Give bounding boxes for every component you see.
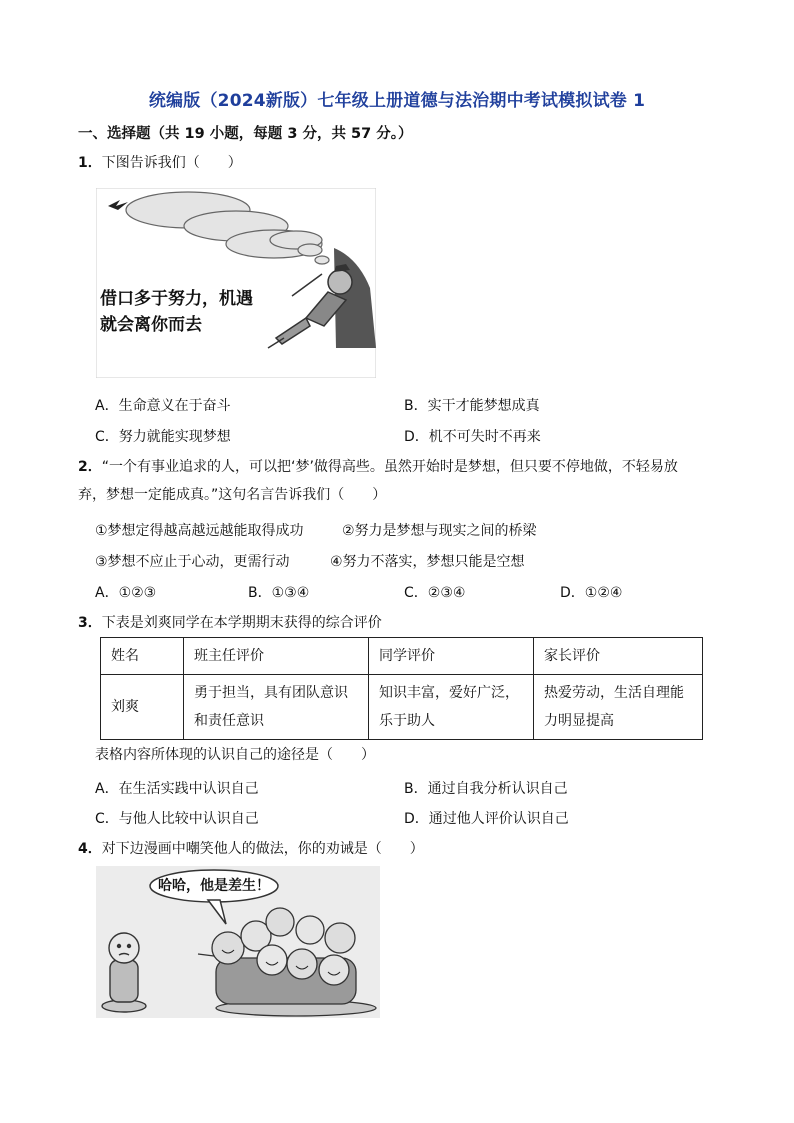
q3-option-a[interactable]: A．在生活实践中认识自己 [95,781,259,797]
q3-option-d[interactable]: D．通过他人评价认识自己 [404,811,569,827]
cartoon-caption-line1: 借口多于努力，机遇 [100,289,253,309]
q2-statement-1: ①梦想定得越高越远越能取得成功 [95,523,304,539]
table-header-cell: 姓名 [101,638,184,675]
question-text-line1: “一个有事业追求的人，可以把‘梦’做得高些。虽然开始时是梦想，但只要不停地做，不轻易放 [101,459,678,475]
question-3-followup: 表格内容所体现的认识自己的途径是（ ） [95,747,375,763]
table-header-cell: 同学评价 [369,638,534,675]
table-cell: 知识丰富，爱好广泛，乐于助人 [369,675,534,740]
question-text: 对下边漫画中嘲笑他人的做法，你的劝诫是（ ） [101,841,424,857]
cartoon-excuses-image [96,188,376,378]
q3-option-b[interactable]: B．通过自我分析认识自己 [404,781,568,797]
question-number: 1． [78,155,102,171]
question-1-stem [78,152,242,174]
section-heading: 一、选择题（共 19 小题，每题 3 分，共 57 分。） [78,126,413,142]
q2-option-b[interactable]: B．①③④ [248,585,310,601]
table-header-row [101,638,703,675]
question-number: 2． [78,459,102,475]
q2-option-a[interactable]: A．①②③ [95,585,157,601]
question-number: 4． [78,841,102,857]
q2-option-c[interactable]: C．②③④ [404,585,466,601]
question-2-stem [78,456,718,478]
q1-option-b[interactable]: B．实干才能梦想成真 [404,398,540,414]
question-2-stem-cont: 弃，梦想一定能成真。”这句名言告诉我们（ ） [78,487,387,503]
q2-statement-4: ④努力不落实，梦想只能是空想 [330,554,525,570]
table-header-cell: 家长评价 [534,638,703,675]
table-cell: 勇于担当，具有团队意识和责任意识 [184,675,369,740]
question-text: 下图告诉我们（ ） [101,155,242,171]
page-title: 统编版（2024新版）七年级上册道德与法治期中考试模拟试卷 1 [148,91,646,111]
question-3-stem [78,612,382,634]
cartoon-mocking-image [96,866,380,1018]
evaluation-table [100,637,703,740]
q1-option-d[interactable]: D．机不可失时不再来 [404,429,541,445]
q2-statement-2: ②努力是梦想与现实之间的桥梁 [342,523,537,539]
table-cell: 刘爽 [101,675,184,740]
table-cell: 热爱劳动，生活自理能力明显提高 [534,675,703,740]
q1-option-c[interactable]: C．努力就能实现梦想 [95,429,231,445]
question-4-stem [78,838,424,860]
question-number: 3． [78,615,102,631]
q2-statement-3: ③梦想不应止于心动，更需行动 [95,554,290,570]
cartoon-caption-line2: 就会离你而去 [100,315,202,335]
q3-option-c[interactable]: C．与他人比较中认识自己 [95,811,259,827]
cartoon-illustration [96,188,376,378]
question-text: 下表是刘爽同学在本学期期末获得的综合评价 [101,615,382,631]
table-row [101,675,703,740]
speech-bubble-text: 哈哈，他是差生！ [158,878,270,894]
q2-option-d[interactable]: D．①②④ [560,585,623,601]
table-header-cell: 班主任评价 [184,638,369,675]
q1-option-a[interactable]: A．生命意义在于奋斗 [95,398,231,414]
